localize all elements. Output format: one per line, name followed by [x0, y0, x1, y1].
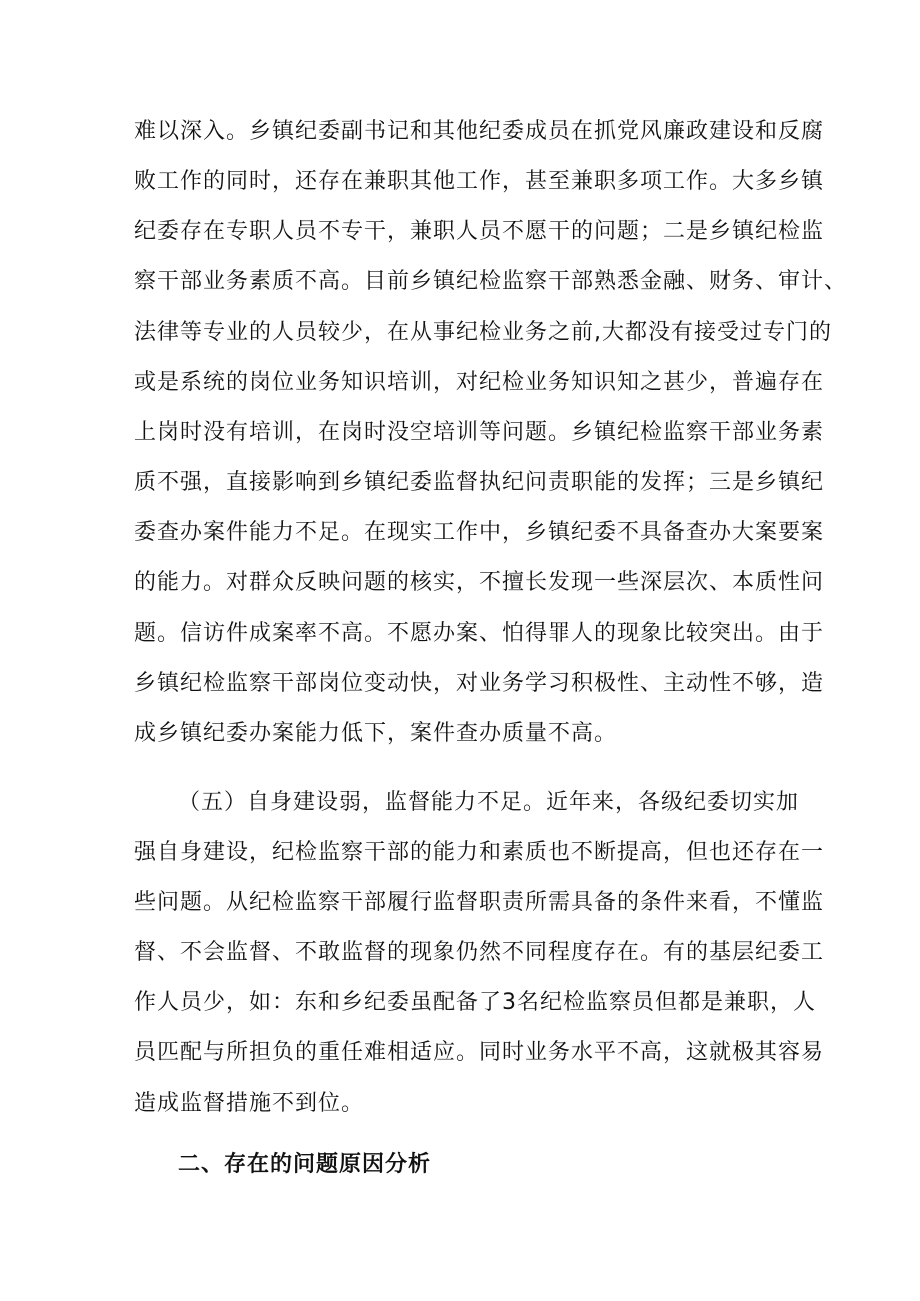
text-line: 委查办案件能力不足。在现实工作中，乡镇纪委不具备查办大案要案: [134, 520, 825, 545]
text-line: 些问题。从纪检监察干部履行监督职责所需具备的条件来看，不懂监: [134, 890, 825, 915]
text-line: 法律等专业的人员较少，在从事纪检业务之前,大都没有接受过专门的: [134, 320, 832, 345]
text-line: 题。信访件成案率不高。不愿办案、怕得罪人的现象比较突出。由于: [134, 621, 825, 646]
text-line: 强自身建设，纪检监察干部的能力和素质也不断提高，但也还存在一: [134, 840, 825, 865]
text-line: 员匹配与所担负的重任难相适应。同时业务水平不高，这就极其容易: [134, 1040, 825, 1065]
section-heading: 二、存在的问题原因分析: [178, 1152, 432, 1177]
text-line: 督、不会监督、不敢监督的现象仍然不同程度存在。有的基层纪委工: [134, 940, 825, 965]
text-line: 成乡镇纪委办案能力低下，案件查办质量不高。: [134, 721, 618, 746]
text-line: 察干部业务素质不高。目前乡镇纪检监察干部熟悉金融、财务、审计、: [134, 269, 848, 294]
text-line: 作人员少，如：东和乡纪委虽配备了3名纪检监察员但都是兼职，人: [134, 990, 816, 1015]
text-line: （五）自身建设弱，监督能力不足。近年来，各级纪委切实加: [178, 790, 800, 815]
text-line: 败工作的同时，还存在兼职其他工作，甚至兼职多项工作。大多乡镇: [134, 169, 825, 194]
text-line: 的能力。对群众反映问题的核实，不擅长发现一些深层次、本质性问: [134, 570, 825, 595]
text-line: 上岗时没有培训，在岗时没空培训等问题。乡镇纪检监察干部业务素: [134, 420, 825, 445]
text-line: 纪委存在专职人员不专干，兼职人员不愿干的问题；二是乡镇纪检监: [134, 219, 825, 244]
text-line: 难以深入。乡镇纪委副书记和其他纪委成员在抓党风廉政建设和反腐: [134, 119, 825, 144]
text-line: 或是系统的岗位业务知识培训，对纪检业务知识知之甚少，普遍存在: [134, 370, 825, 395]
text-line: 乡镇纪检监察干部岗位变动快，对业务学习积极性、主动性不够，造: [134, 671, 825, 696]
text-line: 造成监督措施不到位。: [134, 1091, 365, 1116]
text-line: 质不强，直接影响到乡镇纪委监督执纪问责职能的发挥；三是乡镇纪: [134, 470, 825, 495]
